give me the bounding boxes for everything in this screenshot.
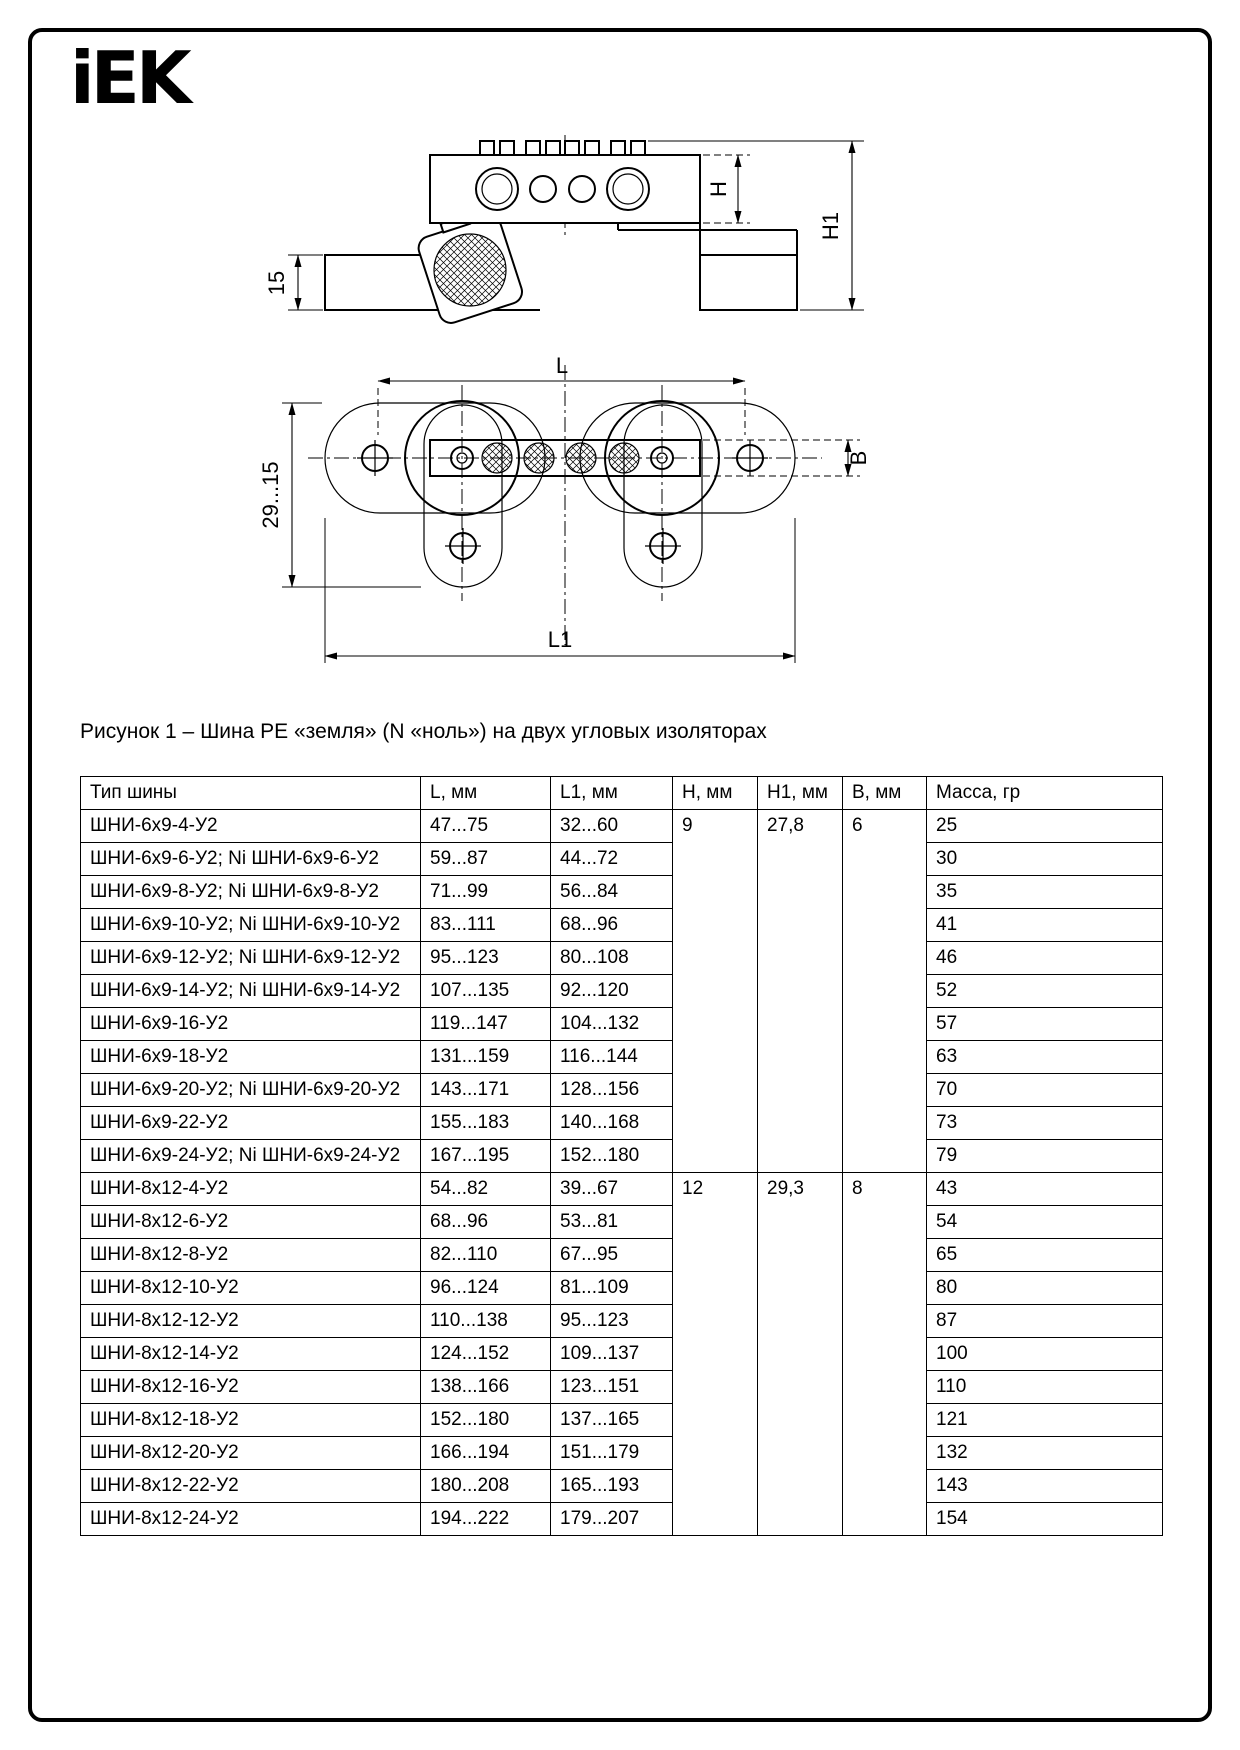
- table-cell: ШНИ-8x12-16-У2: [81, 1371, 421, 1404]
- table-cell: 68...96: [551, 909, 673, 942]
- table-cell: ШНИ-8x12-14-У2: [81, 1338, 421, 1371]
- dim-label-b: B: [846, 450, 871, 466]
- table-cell: 43: [927, 1173, 1163, 1206]
- table-row: [81, 1041, 1163, 1074]
- table-cell: 167...195: [421, 1140, 551, 1173]
- table-cell: 39...67: [551, 1173, 673, 1206]
- dim-label-h: H: [706, 181, 731, 197]
- table-row: [81, 1470, 1163, 1503]
- table-cell: 151...179: [551, 1437, 673, 1470]
- table-cell: 131...159: [421, 1041, 551, 1074]
- table-cell: 47...75: [421, 810, 551, 843]
- table-cell: ШНИ-6x9-16-У2: [81, 1008, 421, 1041]
- table-cell: ШНИ-8x12-18-У2: [81, 1404, 421, 1437]
- column-header: L1, мм: [551, 777, 673, 810]
- column-header: H, мм: [673, 777, 758, 810]
- table-cell: 143: [927, 1470, 1163, 1503]
- table-cell: 180...208: [421, 1470, 551, 1503]
- dim-label-29-15: 29...15: [258, 461, 283, 529]
- table-row: [81, 1503, 1163, 1536]
- table-row: [81, 1008, 1163, 1041]
- technical-drawing: [230, 133, 930, 693]
- table-cell: 52: [927, 975, 1163, 1008]
- dim-label-15: 15: [264, 270, 289, 296]
- table-cell: 63: [927, 1041, 1163, 1074]
- table-cell: 152...180: [421, 1404, 551, 1437]
- dim-label-l: L: [555, 353, 569, 378]
- table-cell: 65: [927, 1239, 1163, 1272]
- column-header: L, мм: [421, 777, 551, 810]
- table-cell: ШНИ-8x12-24-У2: [81, 1503, 421, 1536]
- table-cell: 27,8: [758, 810, 843, 1173]
- table-cell: ШНИ-6x9-20-У2; Ni ШНИ-6x9-20-У2: [81, 1074, 421, 1107]
- table-cell: 179...207: [551, 1503, 673, 1536]
- dim-label-l1: L1: [547, 627, 573, 652]
- spec-table: [80, 776, 1163, 1536]
- table-cell: ШНИ-6x9-6-У2; Ni ШНИ-6x9-6-У2: [81, 843, 421, 876]
- table-cell: 95...123: [421, 942, 551, 975]
- table-cell: ШНИ-6x9-22-У2: [81, 1107, 421, 1140]
- table-cell: 140...168: [551, 1107, 673, 1140]
- table-cell: 29,3: [758, 1173, 843, 1536]
- table-cell: 41: [927, 909, 1163, 942]
- table-row: [81, 1206, 1163, 1239]
- table-cell: 110...138: [421, 1305, 551, 1338]
- table-row: [81, 1404, 1163, 1437]
- table-cell: 59...87: [421, 843, 551, 876]
- table-cell: 71...99: [421, 876, 551, 909]
- table-cell: 57: [927, 1008, 1163, 1041]
- table-cell: 132: [927, 1437, 1163, 1470]
- dim-label-h1: H1: [818, 211, 843, 241]
- plan-view: [258, 353, 871, 663]
- table-row: [81, 1437, 1163, 1470]
- table-cell: 194...222: [421, 1503, 551, 1536]
- insulator-section-hatch: [434, 234, 506, 306]
- table-row: [81, 1239, 1163, 1272]
- table-cell: 25: [927, 810, 1163, 843]
- table-cell: 12: [673, 1173, 758, 1536]
- table-cell: ШНИ-6x9-12-У2; Ni ШНИ-6x9-12-У2: [81, 942, 421, 975]
- table-cell: 53...81: [551, 1206, 673, 1239]
- table-row: [81, 1140, 1163, 1173]
- table-cell: 110: [927, 1371, 1163, 1404]
- table-row: [81, 1371, 1163, 1404]
- table-cell: 56...84: [551, 876, 673, 909]
- table-cell: 165...193: [551, 1470, 673, 1503]
- column-header: Тип шины: [81, 777, 421, 810]
- elevation-view: [264, 135, 864, 326]
- table-cell: 96...124: [421, 1272, 551, 1305]
- table-cell: 123...151: [551, 1371, 673, 1404]
- table-cell: 152...180: [551, 1140, 673, 1173]
- figure-caption: Рисунок 1 – Шина PE «земля» (N «ноль») на двух угловых изоляторах: [80, 720, 767, 743]
- table-row: [81, 876, 1163, 909]
- table-cell: 32...60: [551, 810, 673, 843]
- column-header: H1, мм: [758, 777, 843, 810]
- table-cell: ШНИ-8x12-6-У2: [81, 1206, 421, 1239]
- table-cell: 143...171: [421, 1074, 551, 1107]
- table-cell: ШНИ-8x12-20-У2: [81, 1437, 421, 1470]
- table-cell: 121: [927, 1404, 1163, 1437]
- table-cell: 67...95: [551, 1239, 673, 1272]
- table-cell: ШНИ-6x9-18-У2: [81, 1041, 421, 1074]
- table-cell: 83...111: [421, 909, 551, 942]
- table-cell: 54: [927, 1206, 1163, 1239]
- dim-ext-l: [378, 388, 745, 435]
- table-cell: 73: [927, 1107, 1163, 1140]
- table-row: [81, 1173, 1163, 1206]
- table-row: [81, 1338, 1163, 1371]
- table-cell: ШНИ-8x12-10-У2: [81, 1272, 421, 1305]
- right-bracket: [618, 223, 797, 310]
- table-cell: 92...120: [551, 975, 673, 1008]
- table-cell: 119...147: [421, 1008, 551, 1041]
- table-cell: 82...110: [421, 1239, 551, 1272]
- table-cell: 46: [927, 942, 1163, 975]
- spec-table-body: [81, 810, 1163, 1536]
- table-cell: 100: [927, 1338, 1163, 1371]
- table-row: [81, 843, 1163, 876]
- table-cell: 80...108: [551, 942, 673, 975]
- table-row: [81, 1305, 1163, 1338]
- table-cell: 79: [927, 1140, 1163, 1173]
- table-row: [81, 810, 1163, 843]
- table-cell: 128...156: [551, 1074, 673, 1107]
- dim-ext-29-15: [282, 403, 421, 587]
- table-cell: ШНИ-8x12-4-У2: [81, 1173, 421, 1206]
- table-cell: 70: [927, 1074, 1163, 1107]
- table-cell: 154: [927, 1503, 1163, 1536]
- table-cell: 124...152: [421, 1338, 551, 1371]
- table-cell: 87: [927, 1305, 1163, 1338]
- table-cell: ШНИ-6x9-10-У2; Ni ШНИ-6x9-10-У2: [81, 909, 421, 942]
- table-cell: 30: [927, 843, 1163, 876]
- table-cell: ШНИ-8x12-8-У2: [81, 1239, 421, 1272]
- table-cell: 107...135: [421, 975, 551, 1008]
- mounting-holes: [357, 440, 768, 564]
- table-row: [81, 1074, 1163, 1107]
- table-cell: ШНИ-6x9-8-У2; Ni ШНИ-6x9-8-У2: [81, 876, 421, 909]
- table-cell: 35: [927, 876, 1163, 909]
- table-cell: 138...166: [421, 1371, 551, 1404]
- table-cell: ШНИ-6x9-24-У2; Ni ШНИ-6x9-24-У2: [81, 1140, 421, 1173]
- column-header: Масса, гр: [927, 777, 1163, 810]
- table-cell: 81...109: [551, 1272, 673, 1305]
- clamp-tabs: [480, 141, 645, 155]
- table-row: [81, 942, 1163, 975]
- table-row: [81, 975, 1163, 1008]
- table-cell: 137...165: [551, 1404, 673, 1437]
- table-cell: ШНИ-8x12-12-У2: [81, 1305, 421, 1338]
- table-row: [81, 909, 1163, 942]
- table-cell: ШНИ-6x9-14-У2; Ni ШНИ-6x9-14-У2: [81, 975, 421, 1008]
- table-cell: 166...194: [421, 1437, 551, 1470]
- table-cell: 104...132: [551, 1008, 673, 1041]
- plan-center-lines: [308, 365, 822, 645]
- table-cell: ШНИ-6x9-4-У2: [81, 810, 421, 843]
- dim-ext-15: [288, 255, 323, 310]
- column-header: B, мм: [843, 777, 927, 810]
- table-row: [81, 1272, 1163, 1305]
- table-cell: 54...82: [421, 1173, 551, 1206]
- bus-bar-body: [430, 155, 700, 223]
- table-cell: 6: [843, 810, 927, 1173]
- table-cell: 80: [927, 1272, 1163, 1305]
- table-cell: 155...183: [421, 1107, 551, 1140]
- table-cell: 95...123: [551, 1305, 673, 1338]
- table-cell: 9: [673, 810, 758, 1173]
- table-cell: 68...96: [421, 1206, 551, 1239]
- table-cell: 109...137: [551, 1338, 673, 1371]
- table-cell: 8: [843, 1173, 927, 1536]
- table-cell: ШНИ-8x12-22-У2: [81, 1470, 421, 1503]
- table-row: [81, 1107, 1163, 1140]
- table-cell: 44...72: [551, 843, 673, 876]
- table-cell: 116...144: [551, 1041, 673, 1074]
- spec-table-head-row: [81, 777, 1163, 810]
- brand-logo: iEK: [70, 36, 188, 120]
